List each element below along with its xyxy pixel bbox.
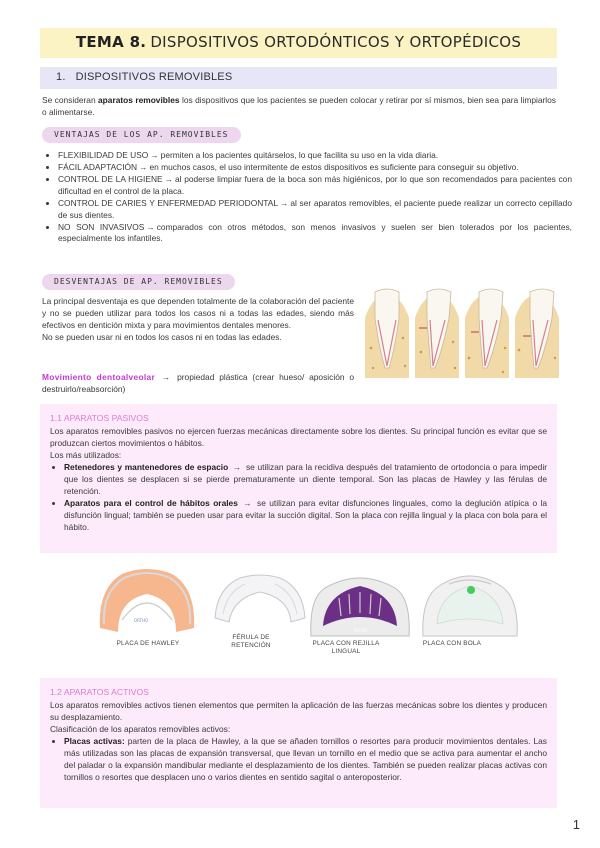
tooth-diagram: [415, 289, 459, 378]
activos-box: [40, 678, 557, 808]
movimiento-term: Movimiento dentoalveolar: [42, 372, 156, 382]
page-number: 1: [572, 816, 580, 832]
intro-pre: Se consideran: [42, 95, 99, 105]
tooth-diagram: [515, 289, 559, 378]
activos-list: [50, 736, 547, 784]
caption-rejilla-line-2: LINGUAL: [331, 648, 361, 656]
pasivos-lead: Los más utilizados:: [50, 450, 122, 461]
list-item: • Aparatos para el control de hábitos orales → se utilizan para evitar disfunciones linguales, como la deglución atípica o la disfunción lingual; también se pueden usar para evitar la succión digital. Son la placa con rejilla lingual y la placa con bola para el hábito.: [64, 498, 547, 534]
caption-bola: PLACA CON BOLA: [422, 640, 482, 647]
list-item: • CONTROL DE LA HIGIENE → al poderse limpiar fuera de la boca son más higiénicos, por lo que son recomendados para pacientes con dificultad en el control de la placa.: [58, 174, 572, 198]
caption-rejilla: [304, 640, 388, 657]
activos-lead: Clasificación de los aparatos removibles activos:: [50, 724, 231, 735]
section-number: 1.: [56, 71, 66, 84]
pasivos-box: [40, 404, 557, 553]
list-item: • NO SON INVASIVOS → comparados con otros métodos, son menos invasivos y suelen ser bien tolerados por los pacientes, especialmente los infantiles.: [58, 222, 572, 246]
ventajas-label: VENTAJAS DE LOS AP. REMOVIBLES: [42, 127, 241, 143]
list-item: • Retenedores y mantenedores de espacio → se utilizan para la recidiva después del tratamiento de ortodoncia o para impedir que los dientes se desplacen si se pierde prematuramente un diente temporal. Son las placas de Hawley y las férulas de retención.: [64, 462, 547, 498]
tooth-diagram: [365, 289, 409, 378]
activos-heading: 1.2 APARATOS ACTIVOS: [50, 687, 149, 697]
title-text: DISPOSITIVOS ORTODÓNTICOS Y ORTOPÉDICOS: [150, 33, 522, 52]
movimiento-paragraph: Movimiento dentoalveolar → propiedad plástica (crear hueso/ aposición o destruirlo/reabsorción): [42, 372, 355, 394]
page-title: [40, 28, 557, 58]
intro-post: los dispositivos que los pacientes se pueden colocar y retirar por sí mismos, bien sea para limpiarlos o alimentarse.: [42, 95, 556, 117]
pasivos-list: [50, 462, 547, 534]
desventajas-paragraph: [42, 296, 354, 344]
section-heading: [40, 67, 557, 89]
list-item: • Placas activas: parten de la placa de Hawley, a la que se añaden tornillos o resortes para producir movimientos dentales. Las más utilizadas son las placas de expansión transversal, que llevan un tornillo en el medio que se activa para aumentar el ancho del paladar o la expansión mandibular mediante el desplazamiento de los dientes. También se pueden realizar placas activas con tornillos o resortes que desplacen uno o varios dientes en sentido sagital o anteroposterior.: [64, 736, 547, 784]
intro-paragraph: [42, 95, 556, 119]
caption-ferula-line-2: RETENCIÓN: [231, 642, 271, 650]
lingual-crib-plate-image: [305, 558, 415, 648]
hawley-plate-image: [92, 558, 202, 648]
caption-ferula: [216, 634, 286, 651]
list-item: • FÁCIL ADAPTACIÓN → en muchos casos, el uso intermitente de estos dispositivos es suficiente para conseguir su objetivo.: [58, 162, 572, 174]
list-item: • CONTROL DE CARIES Y ENFERMEDAD PERIODONTAL → al ser aparatos removibles, el paciente puede realizar un correcto cepillado de sus dientes.: [58, 198, 572, 222]
list-item: • FLEXIBILIDAD DE USO → permiten a los pacientes quitárselos, lo que facilita su uso en la vida diaria.: [58, 150, 572, 162]
caption-ferula-line-1: FÉRULA DE: [232, 634, 270, 641]
activos-text: Los aparatos removibles activos tienen elementos que permiten la aplicación de las fuerzas mecánicas sobre los dientes y producen su desplazamiento.: [50, 700, 547, 723]
caption-rejilla-line-1: PLACA CON REJILLA: [312, 640, 380, 647]
desventajas-text: La principal desventaja es que dependen totalmente de la colaboración del paciente y no se pueden utilizar para todos los casos ni a todas las edades, siendo más efectivos en dentición mixta y para movimientos dentales menores.: [42, 296, 354, 330]
movimiento-text: propiedad plástica (crear hueso/ aposición o destruirlo/reabsorción): [42, 372, 355, 394]
section-title: DISPOSITIVOS REMOVIBLES: [75, 71, 233, 84]
svg-text:ORTHO: ORTHO: [134, 618, 149, 623]
svg-text:ORTHO: ORTHO: [353, 628, 368, 633]
title-prefix: TEMA 8.: [75, 33, 147, 52]
ball-plate-image: [415, 558, 525, 648]
caption-hawley: PLACA DE HAWLEY: [116, 640, 180, 647]
desventajas-text-2: No se pueden usar ni en todos los casos ni en todas las edades.: [42, 331, 282, 342]
ventajas-list: [42, 150, 572, 245]
desventajas-label: DESVENTAJAS DE AP. REMOVIBLES: [42, 274, 235, 290]
intro-bold: aparatos removibles: [98, 95, 180, 105]
pasivos-text: Los aparatos removibles pasivos no ejercen fuerzas mecánicas directamente sobre los dientes. Su principal función es evitar que se produzcan ciertos movimientos o hábitos.: [50, 426, 547, 449]
pasivos-heading: 1.1 APARATOS PASIVOS: [50, 413, 149, 423]
tooth-diagram: [465, 289, 509, 378]
tooth-movement-illustration: [363, 288, 559, 378]
